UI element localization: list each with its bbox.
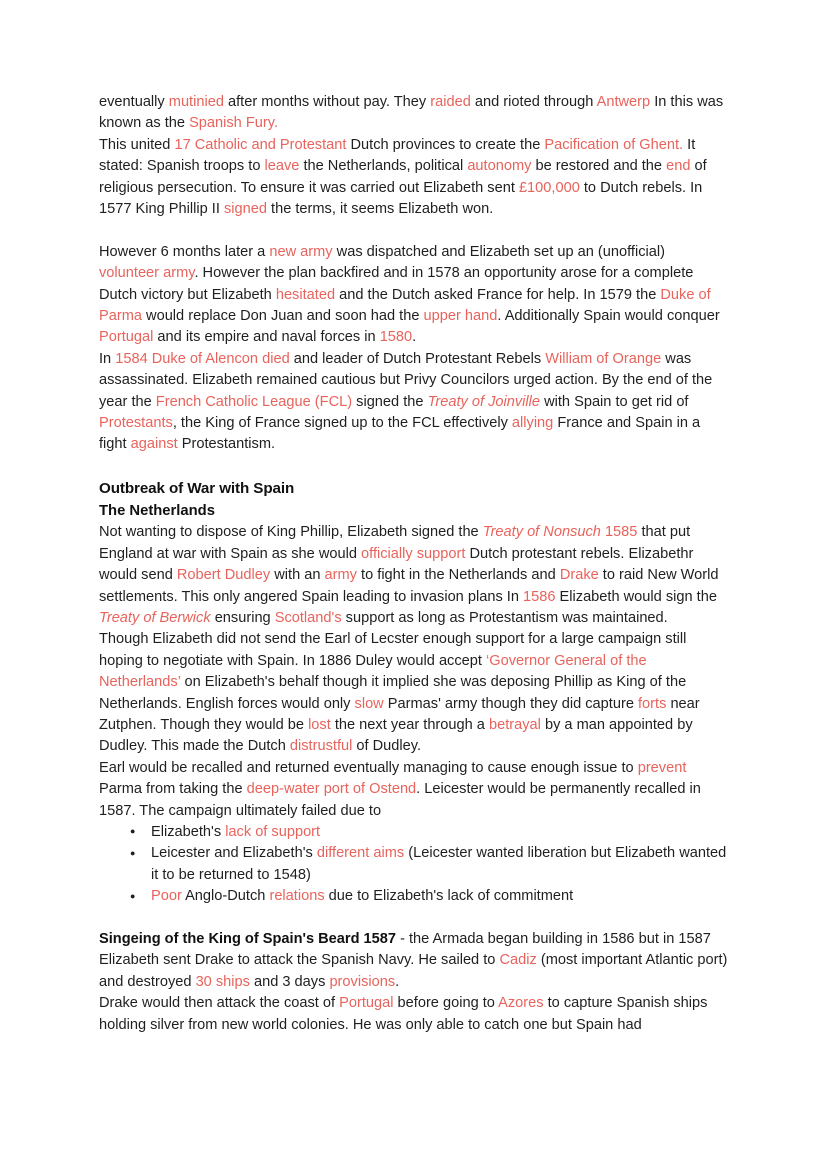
body-text: of Dudley. [352, 738, 422, 755]
highlighted-text: different aims [316, 845, 405, 862]
body-text: . [395, 973, 400, 990]
body-text: the terms, it seems Elizabeth won. [266, 201, 494, 218]
body-text: be restored and the [531, 158, 667, 175]
highlighted-text: Protestants [99, 415, 173, 432]
highlighted-text: Portugal [339, 995, 394, 1012]
paragraph-earl-recalled [99, 758, 728, 822]
heading-outbreak-of-war-with-spain: Outbreak of War with Spain [99, 480, 295, 498]
highlighted-text: Cadiz [499, 952, 537, 969]
highlighted-text: slow [354, 695, 384, 712]
body-text: Elizabeth would sign the [555, 588, 717, 605]
body-text: was assassinated. Elizabeth remained cautious but Privy Councilors urged action. By the end of the year the [99, 350, 713, 410]
highlighted-text: lost [308, 716, 331, 733]
body-text: eventually [99, 94, 169, 110]
highlighted-text: Scotland's [274, 609, 342, 626]
highlighted-text: lack of support [225, 823, 321, 840]
highlighted-text: volunteer army [99, 265, 195, 282]
highlighted-text: leave [264, 158, 300, 175]
body-text: that put England at war with Spain as she would [99, 524, 691, 562]
body-text: Dutch protestant rebels. Elizabethr would send [99, 545, 694, 584]
highlighted-text: end [666, 158, 691, 175]
highlighted-text: forts [638, 695, 667, 712]
highlighted-text: hesitated [275, 286, 336, 303]
body-text: would replace Don Juan and soon had the [141, 308, 424, 325]
body-text: Parmas' army though they did capture [383, 695, 638, 712]
body-text: and the Dutch asked France for help. In 1579 the [335, 286, 661, 303]
highlighted-italic-text: Treaty of Nonsuch [482, 524, 601, 541]
body-text: However 6 months later a [99, 243, 270, 260]
paragraph-drake-portugal-azores [99, 993, 728, 1036]
highlighted-text: provisions [329, 973, 396, 990]
highlighted-text: relations [269, 888, 325, 905]
paragraph-gap-2 [99, 456, 728, 477]
body-text: (most important Atlantic port) and destroyed [99, 952, 728, 990]
highlighted-text: Duke of Parma [99, 286, 711, 325]
highlighted-text: Poor [151, 888, 182, 905]
highlighted-text: Pacification of Ghent. [544, 136, 684, 153]
body-text: In [99, 350, 116, 367]
highlighted-text: officially support [361, 545, 466, 562]
body-text: , the King of France signed up to the FCL effectively [172, 415, 512, 432]
paragraph-treaty-of-nonsuch [99, 522, 728, 629]
highlighted-text: Azores [498, 995, 544, 1012]
highlighted-italic-text: Treaty of Joinville [427, 393, 541, 410]
body-text: . Additionally Spain would conquer [497, 308, 720, 325]
body-text: Drake would then attack the coast of [99, 995, 340, 1012]
highlighted-text: 17 Catholic and Protestant [174, 136, 347, 153]
body-text: to raid New World settlements. This only angered Spain leading to invasion plans In [99, 567, 719, 605]
highlighted-text: allying [511, 415, 554, 432]
highlighted-text: ‘Governor General of the Netherlands’ [99, 652, 647, 691]
body-text: with Spain to get rid of [540, 393, 689, 410]
document-body [99, 92, 728, 1036]
body-text: with an [270, 567, 325, 584]
body-text: signed the [352, 393, 428, 410]
highlighted-text: army [324, 567, 357, 584]
body-text: This united [99, 136, 175, 153]
highlighted-text: raided [430, 94, 471, 110]
body-text: to capture Spanish ships holding silver from new world colonies. He was only able to catch one but Spain had [99, 995, 708, 1033]
body-text: Elizabeth's [151, 823, 226, 840]
list-item-anglo-dutch-relations [151, 886, 728, 907]
body-text: and its empire and naval forces in [153, 329, 380, 346]
highlighted-text: Antwerp [596, 94, 651, 110]
body-text: by a man appointed by Dudley. This made the Dutch [99, 716, 693, 755]
highlighted-text: deep-water port of Ostend [246, 781, 417, 798]
highlighted-text: signed [223, 201, 267, 218]
body-text: (Leicester wanted liberation but Elizabeth wanted it to be returned to 1548) [151, 845, 727, 883]
highlighted-text: betrayal [488, 716, 541, 733]
subheading-the-netherlands: The Netherlands [99, 503, 215, 520]
body-text: Dutch provinces to create the [346, 136, 545, 153]
body-text: and 3 days [249, 973, 330, 990]
highlighted-text: against [130, 436, 178, 453]
paragraph-pacification-of-ghent [99, 135, 728, 221]
body-text: was dispatched and Elizabeth set up an (unofficial) [332, 243, 665, 260]
highlighted-text: Drake [559, 567, 599, 584]
highlighted-text: prevent [637, 759, 687, 776]
highlighted-text: upper hand [423, 308, 498, 325]
highlighted-italic-text: Treaty of Berwick [99, 609, 211, 626]
highlighted-text: mutinied [168, 94, 224, 110]
highlighted-text: 1586 [523, 588, 556, 605]
paragraph-gap-1 [99, 220, 728, 241]
list-item-different-aims [151, 843, 728, 886]
body-text: Anglo-Dutch [181, 888, 270, 905]
paragraph-treaty-of-joinville [99, 349, 728, 456]
highlighted-text: Spanish Fury. [189, 115, 279, 132]
body-text: . [412, 329, 417, 346]
body-text: support as long as Protestantism was maintained. [341, 609, 668, 626]
paragraph-singeing-beard [99, 929, 728, 993]
body-text: It stated: Spanish troops to [99, 136, 696, 175]
body-text: and rioted through [470, 94, 597, 110]
highlighted-text: 1584 Duke of Alencon died [115, 350, 290, 367]
body-text: Protestantism. [177, 436, 276, 453]
body-text: to Dutch rebels. In 1577 King Phillip II [99, 179, 703, 218]
body-text: In this was known as the [99, 94, 724, 132]
paragraph-governor-general [99, 629, 728, 757]
paragraph-gap-3 [99, 908, 728, 929]
body-text: Though Elizabeth did not send the Earl of Lecster enough support for a large campaign still hoping to negotiate with Spain. In 1886 Duley would accept [99, 631, 687, 669]
body-text: the Netherlands, political [299, 158, 468, 175]
list-item-lack-of-support [151, 822, 728, 843]
body-text: France and Spain in a fight [99, 415, 701, 453]
body-text: ensuring [210, 609, 275, 626]
body-text: after months without pay. They [223, 94, 431, 110]
body-text: Leicester and Elizabeth's [151, 845, 317, 862]
paragraph-volunteer-army [99, 242, 728, 349]
highlighted-text: Robert Dudley [176, 567, 271, 584]
highlighted-text: new army [269, 243, 333, 260]
body-text: Not wanting to dispose of King Phillip, Elizabeth signed the [99, 524, 483, 541]
highlighted-text: autonomy [467, 158, 532, 175]
highlighted-text: French Catholic League (FCL) [155, 393, 353, 410]
body-text: on Elizabeth's behalf though it implied she was deposing Phillip as King of the Netherlands. English forces would only [99, 674, 687, 712]
body-text: - the Armada began building in 1586 but in 1587 Elizabeth sent Drake to attack the Spanish Navy. He sailed to [99, 930, 711, 969]
body-text: Earl would be recalled and returned eventually managing to cause enough issue to [99, 759, 638, 776]
body-text: . Leicester would be permanently recalled in 1587. The campaign ultimately failed due to [99, 781, 701, 819]
highlighted-text: 1580 [379, 329, 413, 346]
body-text: to fight in the Netherlands and [356, 567, 560, 584]
body-text: Parma from taking the [99, 781, 247, 798]
body-text: due to Elizabeth's lack of commitment [324, 888, 574, 905]
highlighted-text: distrustful [289, 738, 353, 755]
body-text: of religious persecution. To ensure it was carried out Elizabeth sent [99, 158, 707, 196]
body-text: near Zutphen. Though they would be [99, 695, 700, 733]
highlighted-text: £100,000 [518, 179, 580, 196]
list-campaign-failure-reasons [99, 822, 728, 908]
body-text: before going to [393, 995, 499, 1012]
highlighted-text: 1585 [600, 524, 638, 541]
body-text: and leader of Dutch Protestant Rebels [289, 350, 546, 367]
highlighted-text: 30 ships [195, 973, 250, 990]
highlighted-text: Portugal [99, 329, 154, 346]
body-text: . However the plan backfired and in 1578 an opportunity arose for a complete Dutch victory but Elizabeth [99, 265, 694, 303]
body-text: the next year through a [330, 716, 489, 733]
highlighted-text: William of Orange [545, 350, 662, 367]
paragraph-spanish-fury [99, 92, 728, 135]
bold-lead-in-text: Singeing of the King of Spain's Beard 1587 [99, 930, 397, 947]
